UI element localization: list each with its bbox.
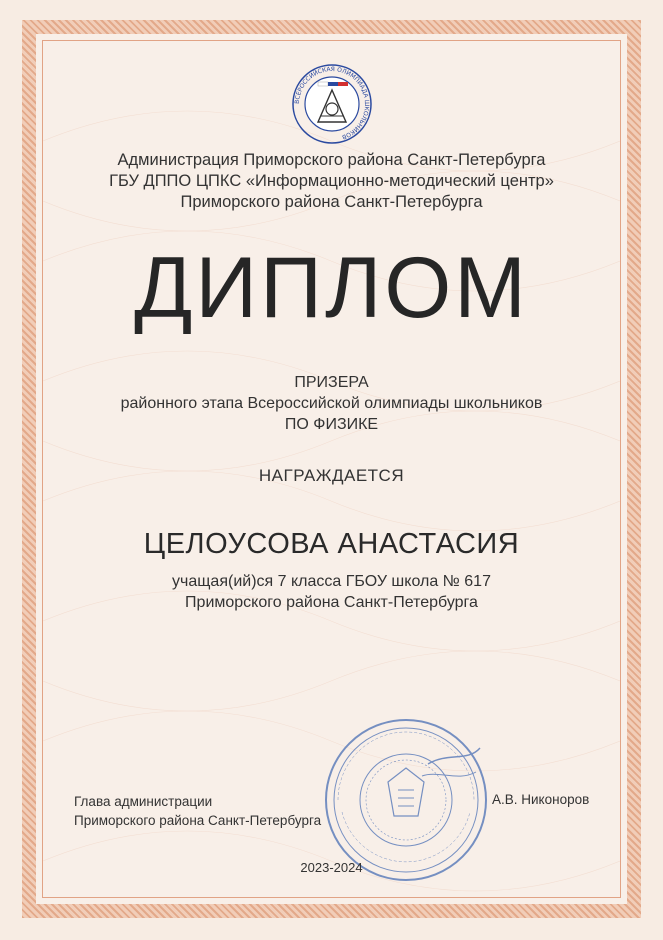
signatory-position: [74, 792, 321, 830]
subtitle-line: ПО ФИЗИКЕ: [284, 416, 379, 433]
details-line: учащая(ий)ся 7 класса ГБОУ школа № 617: [172, 573, 491, 590]
olympiad-logo-emblem: [290, 62, 374, 146]
recipient-details: [60, 571, 603, 613]
org-line: Приморского района Санкт-Петербурга: [180, 193, 483, 211]
position-line: Приморского района Санкт-Петербурга: [74, 813, 322, 828]
award-label: НАГРАЖДАЕТСЯ: [258, 466, 405, 485]
subtitle-line: ПРИЗЕРА: [294, 374, 369, 391]
signatory-name: А.В. Никоноров: [492, 792, 590, 807]
recipient-name: ЦЕЛОУСОВА АНАСТАСИЯ: [143, 528, 520, 560]
org-line: Администрация Приморского района Санкт-Петербурга: [117, 151, 546, 169]
diploma-title: ДИПЛОМ: [134, 240, 529, 336]
diploma-subtitle: [60, 372, 603, 435]
issuing-organization: [60, 150, 603, 213]
org-line: ГБУ ДППО ЦПКС «Информационно-методический центр»: [109, 172, 554, 190]
logo-circle-text: ВСЕРОССИЙСКАЯ ОЛИМПИАДА ШКОЛЬНИКОВ: [293, 65, 371, 141]
details-line: Приморского района Санкт-Петербурга: [185, 594, 478, 611]
academic-year: 2023-2024: [300, 860, 363, 875]
subtitle-line: районного этапа Всероссийской олимпиады школьников: [120, 395, 543, 412]
position-line: Глава администрации: [74, 794, 213, 809]
